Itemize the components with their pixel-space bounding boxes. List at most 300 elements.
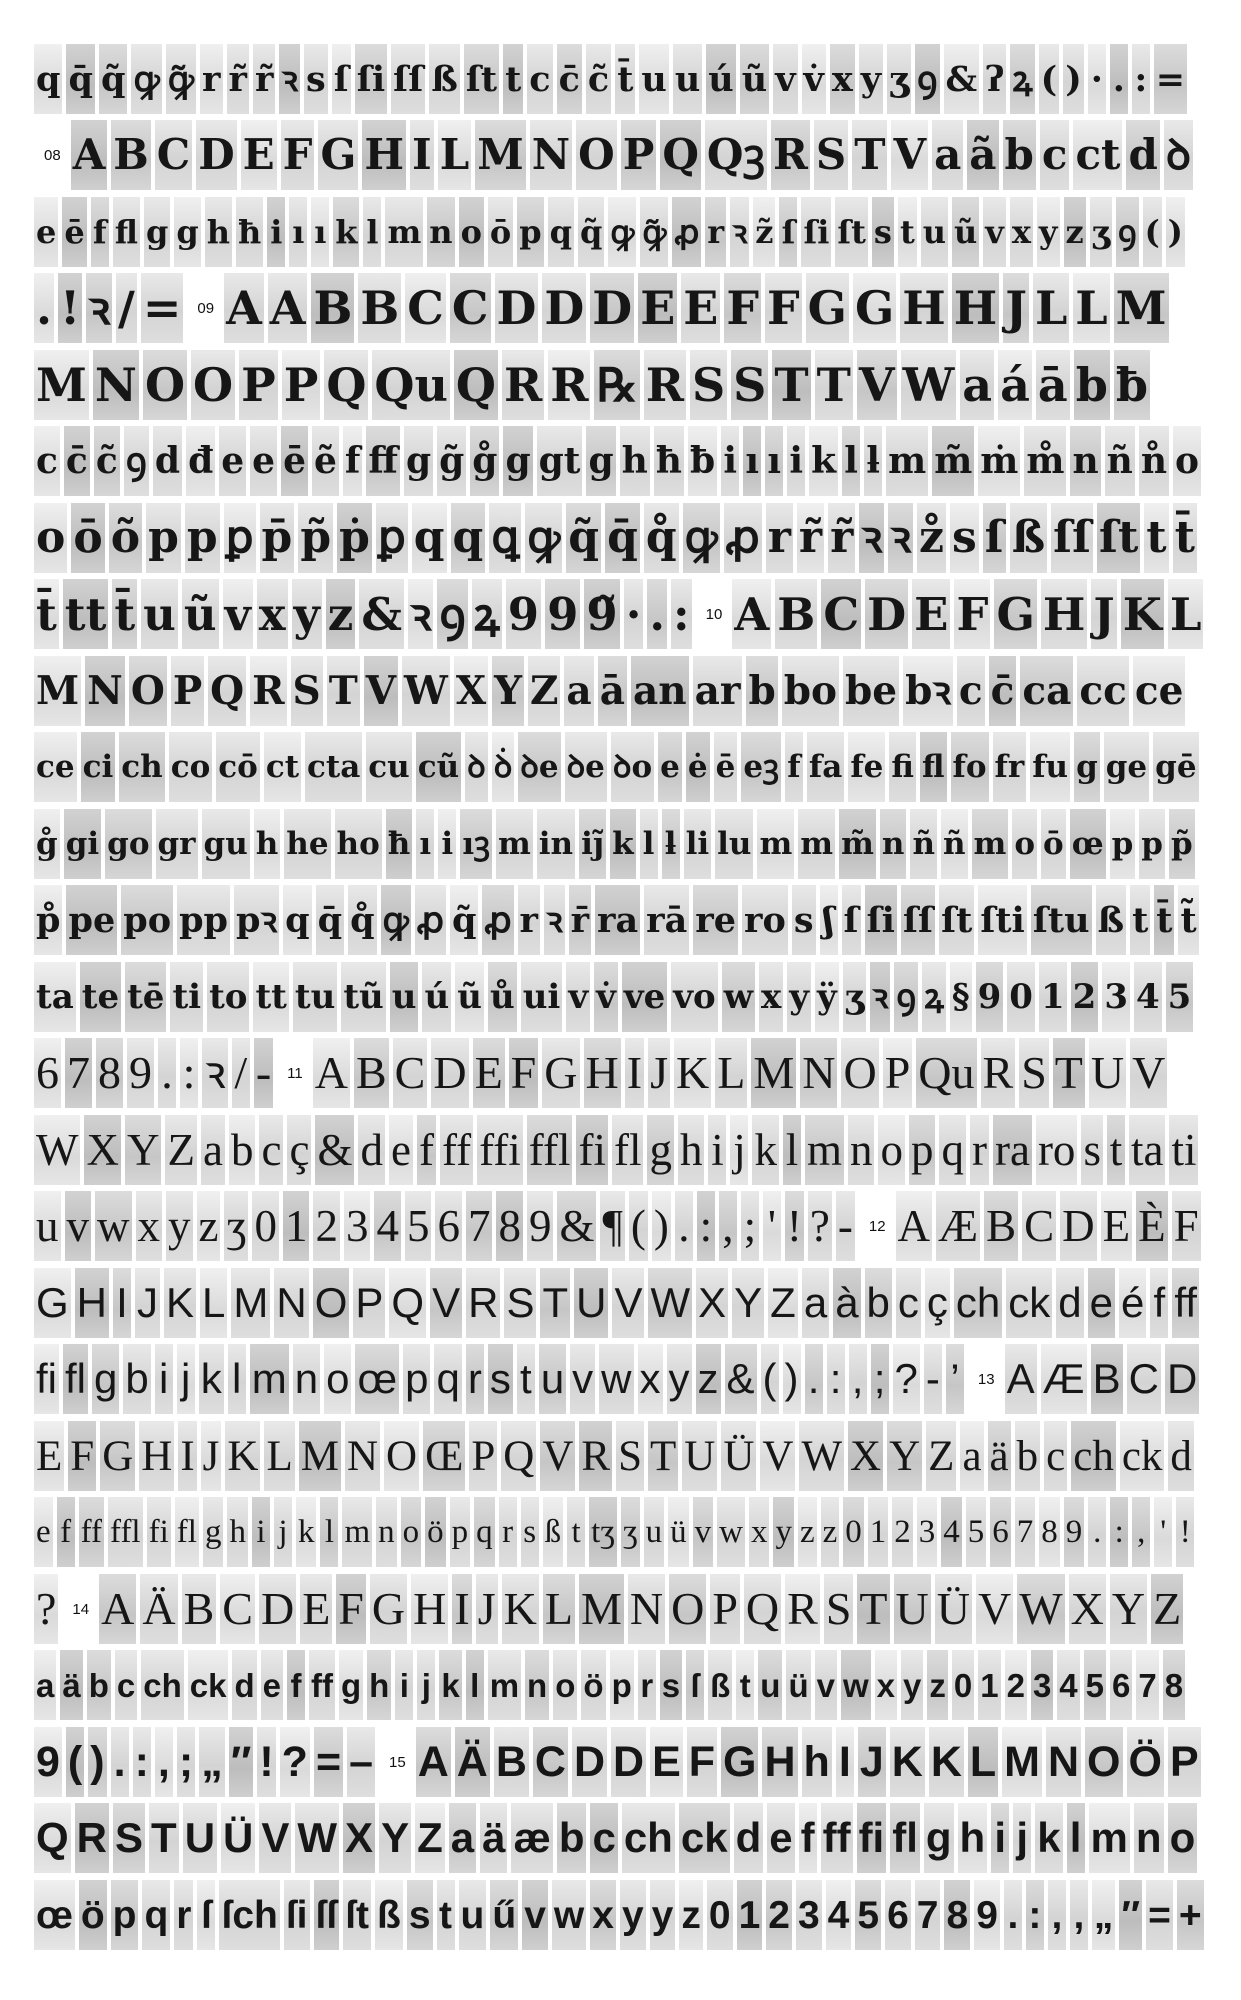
glyph-cell: M bbox=[1114, 273, 1169, 343]
glyph-cell: m̃ bbox=[932, 426, 974, 496]
glyph-cell: W bbox=[34, 1115, 80, 1185]
glyph-cell: O bbox=[384, 1421, 419, 1491]
glyph-cell: v bbox=[570, 1344, 595, 1414]
glyph-cell: 9 bbox=[545, 579, 580, 649]
glyph-cell: P bbox=[353, 1268, 385, 1338]
glyph-cell: v bbox=[983, 197, 1006, 267]
glyph-cell: fi bbox=[857, 1803, 887, 1873]
glyph-cell: u bbox=[673, 44, 702, 114]
glyph-cell: J bbox=[1003, 273, 1029, 343]
glyph-cell: ä bbox=[60, 1650, 82, 1720]
glyph-cell: f bbox=[417, 1115, 436, 1185]
glyph-cell: r bbox=[766, 503, 793, 573]
glyph-cell: z bbox=[821, 1497, 840, 1567]
glyph-cell: T bbox=[1053, 1038, 1085, 1108]
glyph-cell: b bbox=[1074, 350, 1110, 420]
glyph-cell: ' bbox=[1154, 1497, 1172, 1567]
glyph-cell: i bbox=[991, 1803, 1009, 1873]
glyph-cell: x bbox=[759, 962, 783, 1032]
glyph-cell: I bbox=[836, 1727, 854, 1797]
glyph-cell: ! bbox=[1176, 1497, 1194, 1567]
glyph-cell: z bbox=[197, 1191, 221, 1261]
specimen-line bbox=[34, 197, 1204, 267]
glyph-cell: tũ bbox=[341, 962, 385, 1032]
glyph-cell: ffl bbox=[108, 1497, 143, 1567]
glyph-cell: ꝙ bbox=[525, 503, 562, 573]
glyph-cell: , bbox=[155, 1727, 173, 1797]
glyph-cell: H bbox=[411, 1574, 448, 1644]
glyph-cell: ſch bbox=[219, 1880, 279, 1950]
glyph-cell: o bbox=[324, 1344, 351, 1414]
glyph-cell: ꝓ bbox=[724, 503, 762, 573]
glyph-cell: E bbox=[1101, 1191, 1133, 1261]
glyph-cell: q̃ bbox=[450, 885, 478, 955]
glyph-cell: ꝛ bbox=[86, 273, 112, 343]
glyph-cell: a bbox=[564, 656, 593, 726]
glyph-cell: B bbox=[311, 273, 354, 343]
glyph-cell: 0 bbox=[843, 1497, 864, 1567]
glyph-cell: é bbox=[1119, 1268, 1146, 1338]
glyph-cell: Q bbox=[324, 350, 368, 420]
glyph-cell: lu bbox=[715, 809, 753, 879]
glyph-cell: ff bbox=[309, 1650, 335, 1720]
glyph-cell: ꝺ̇ bbox=[492, 732, 515, 802]
glyph-cell: s bbox=[792, 885, 816, 955]
glyph-cell: ce bbox=[34, 732, 77, 802]
glyph-cell: p bbox=[146, 503, 181, 573]
glyph-cell: 3 bbox=[917, 1497, 938, 1567]
glyph-cell: m bbox=[488, 1650, 521, 1720]
glyph-cell: g̊ bbox=[34, 809, 60, 879]
glyph-cell: n bbox=[376, 1497, 397, 1567]
glyph-cell: R bbox=[981, 1038, 1016, 1108]
glyph-cell: q bbox=[142, 1880, 170, 1950]
glyph-cell: u bbox=[539, 1344, 566, 1414]
glyph-cell: cta bbox=[305, 732, 362, 802]
glyph-cell: t bbox=[898, 197, 917, 267]
glyph-cell: ch bbox=[1071, 1421, 1116, 1491]
specimen-line bbox=[34, 656, 1204, 726]
glyph-cell: 3 bbox=[1102, 962, 1130, 1032]
glyph-cell: 3 bbox=[1031, 1650, 1053, 1720]
glyph-cell: m bbox=[757, 809, 794, 879]
glyph-cell: tt bbox=[63, 579, 109, 649]
glyph-cell: f bbox=[91, 197, 109, 267]
glyph-cell: . bbox=[34, 273, 54, 343]
glyph-cell: t bbox=[437, 1880, 455, 1950]
glyph-cell: ũ bbox=[182, 579, 219, 649]
glyph-cell: ƚ bbox=[864, 426, 882, 496]
glyph-cell: 1 bbox=[737, 1880, 763, 1950]
glyph-cell: z bbox=[326, 579, 356, 649]
glyph-cell: 4 bbox=[941, 1497, 962, 1567]
glyph-cell: ( bbox=[1039, 44, 1060, 114]
glyph-cell: œ bbox=[355, 1344, 399, 1414]
glyph-cell: i bbox=[395, 1650, 413, 1720]
glyph-cell: v̇ bbox=[594, 962, 618, 1032]
glyph-cell: = bbox=[1146, 1880, 1173, 1950]
glyph-cell: k bbox=[610, 809, 635, 879]
glyph-cell: r bbox=[174, 1880, 193, 1950]
glyph-cell: ı bbox=[289, 197, 307, 267]
glyph-cell: fl bbox=[612, 1115, 644, 1185]
glyph-cell: K bbox=[929, 1727, 964, 1797]
glyph-cell: v bbox=[223, 579, 253, 649]
glyph-cell: p bbox=[1139, 809, 1165, 879]
glyph-cell: u bbox=[390, 962, 419, 1032]
specimen-line bbox=[34, 962, 1204, 1032]
glyph-cell: go bbox=[105, 809, 151, 879]
glyph-cell: V bbox=[540, 1421, 575, 1491]
glyph-cell: K bbox=[890, 1727, 925, 1797]
glyph-cell: 9 bbox=[127, 1038, 154, 1108]
glyph-cell: 4 bbox=[374, 1191, 401, 1261]
glyph-cell: c bbox=[1044, 1421, 1067, 1491]
glyph-cell: b bbox=[746, 656, 777, 726]
glyph-cell: - bbox=[924, 1344, 942, 1414]
glyph-cell: I bbox=[625, 1038, 644, 1108]
glyph-cell: 6 bbox=[34, 1038, 61, 1108]
glyph-cell: i bbox=[721, 426, 739, 496]
glyph-cell: ge bbox=[1104, 732, 1149, 802]
glyph-cell: K bbox=[502, 1574, 539, 1644]
glyph-cell: fl bbox=[113, 197, 140, 267]
glyph-cell: l bbox=[320, 1497, 338, 1567]
glyph-cell: c bbox=[957, 656, 985, 726]
glyph-cell: y bbox=[859, 44, 883, 114]
glyph-cell: gu bbox=[202, 809, 250, 879]
glyph-cell: t bbox=[567, 1497, 585, 1567]
glyph-cell: k bbox=[809, 426, 838, 496]
glyph-cell: q bbox=[283, 885, 311, 955]
specimen-line bbox=[34, 1115, 1204, 1185]
glyph-cell: r̄ bbox=[569, 885, 591, 955]
glyph-cell: E bbox=[912, 579, 950, 649]
glyph-cell: 9 bbox=[34, 1727, 62, 1797]
glyph-cell: ē bbox=[281, 426, 308, 496]
glyph-cell: t bbox=[736, 1650, 754, 1720]
glyph-cell: x bbox=[749, 1497, 770, 1567]
glyph-cell: q̃ bbox=[578, 197, 604, 267]
glyph-cell: n bbox=[1070, 426, 1100, 496]
glyph-cell: g bbox=[339, 1650, 363, 1720]
glyph-cell: o bbox=[553, 1650, 577, 1720]
glyph-cell: m̊ bbox=[1024, 426, 1066, 496]
glyph-cell: m bbox=[805, 1115, 844, 1185]
glyph-cell: O bbox=[576, 120, 617, 190]
glyph-cell: fu bbox=[1030, 732, 1070, 802]
glyph-cell: . bbox=[675, 1191, 693, 1261]
specimen-line bbox=[34, 1038, 1204, 1108]
glyph-cell: j bbox=[274, 1497, 292, 1567]
glyph-cell: s bbox=[488, 1344, 513, 1414]
glyph-cell: ů bbox=[488, 962, 517, 1032]
specimen-number: 15 bbox=[379, 1727, 412, 1797]
glyph-cell: v bbox=[773, 44, 797, 114]
glyph-cell: 9̃ bbox=[584, 579, 619, 649]
glyph-cell: bo bbox=[782, 656, 839, 726]
glyph-cell: „ bbox=[199, 1727, 225, 1797]
glyph-cell: P bbox=[282, 350, 321, 420]
glyph-cell: t bbox=[1130, 885, 1150, 955]
glyph-cell: M bbox=[299, 1421, 341, 1491]
glyph-cell: l bbox=[640, 809, 658, 879]
glyph-cell: H bbox=[362, 120, 406, 190]
glyph-cell: 2 bbox=[892, 1497, 913, 1567]
glyph-cell: q̊ bbox=[644, 503, 679, 573]
glyph-cell: n bbox=[1134, 1803, 1164, 1873]
glyph-cell: ꝛ bbox=[730, 197, 749, 267]
glyph-cell: e bbox=[250, 426, 277, 496]
glyph-cell: . bbox=[1004, 1880, 1022, 1950]
glyph-cell: 0 bbox=[252, 1191, 279, 1261]
glyph-cell: 4 bbox=[1057, 1650, 1079, 1720]
glyph-cell: f bbox=[287, 1650, 305, 1720]
glyph-cell: ff bbox=[440, 1115, 473, 1185]
glyph-cell: P bbox=[883, 1038, 913, 1108]
glyph-cell: Z bbox=[926, 1421, 956, 1491]
glyph-cell: N bbox=[628, 1574, 665, 1644]
specimen-line bbox=[34, 273, 1204, 343]
glyph-cell: D bbox=[196, 120, 236, 190]
glyph-cell: in bbox=[537, 809, 575, 879]
glyph-cell: cu bbox=[366, 732, 411, 802]
glyph-cell: k bbox=[296, 1497, 317, 1567]
glyph-cell: ı bbox=[416, 809, 434, 879]
glyph-cell: V bbox=[364, 656, 398, 726]
glyph-cell: eꝫ bbox=[741, 732, 781, 802]
glyph-cell: R bbox=[75, 1803, 109, 1873]
glyph-cell: I bbox=[410, 120, 434, 190]
glyph-cell: 8 bbox=[1039, 1497, 1060, 1567]
glyph-cell: O bbox=[129, 656, 167, 726]
glyph-cell: ſtu bbox=[1031, 885, 1092, 955]
glyph-cell: k bbox=[752, 1115, 779, 1185]
glyph-cell: V bbox=[891, 120, 928, 190]
glyph-cell: t̄ bbox=[34, 579, 59, 649]
glyph-cell: s bbox=[950, 503, 979, 573]
glyph-cell: D bbox=[572, 1727, 607, 1797]
glyph-cell: te bbox=[80, 962, 121, 1032]
glyph-cell: p̃ bbox=[298, 503, 333, 573]
glyph-cell: w bbox=[599, 1344, 633, 1414]
glyph-cell: S bbox=[1019, 1038, 1049, 1108]
glyph-cell: t̄ bbox=[112, 579, 137, 649]
glyph-cell: R bbox=[644, 350, 686, 420]
glyph-cell: r bbox=[200, 44, 222, 114]
glyph-cell: 2 bbox=[766, 1880, 792, 1950]
glyph-cell: & bbox=[315, 1115, 354, 1185]
glyph-cell: ã bbox=[967, 120, 998, 190]
glyph-cell: ñ bbox=[1105, 426, 1135, 496]
glyph-cell: o bbox=[878, 1115, 905, 1185]
glyph-cell: ũ bbox=[455, 962, 484, 1032]
glyph-cell: c bbox=[115, 1650, 137, 1720]
glyph-cell: m bbox=[798, 809, 835, 879]
glyph-cell: ſ bbox=[842, 885, 861, 955]
glyph-cell: ct bbox=[264, 732, 301, 802]
glyph-cell: N bbox=[530, 120, 572, 190]
glyph-cell: G bbox=[853, 273, 896, 343]
glyph-cell: ſſ bbox=[1051, 503, 1093, 573]
glyph-cell: à bbox=[833, 1268, 860, 1338]
glyph-cell: H bbox=[75, 1268, 109, 1338]
specimen-line bbox=[34, 1803, 1204, 1873]
glyph-cell: be bbox=[843, 656, 899, 726]
glyph-cell: , bbox=[1070, 1880, 1088, 1950]
glyph-cell: 8 bbox=[944, 1880, 970, 1950]
glyph-cell: k bbox=[333, 197, 359, 267]
glyph-cell: ꝛ bbox=[202, 1038, 228, 1108]
glyph-cell: L bbox=[264, 1421, 294, 1491]
glyph-cell: J bbox=[858, 1727, 886, 1797]
glyph-cell: ꝙ bbox=[683, 503, 720, 573]
glyph-cell: : bbox=[1026, 1880, 1044, 1950]
glyph-cell: 5 bbox=[1084, 1650, 1106, 1720]
glyph-cell: T bbox=[815, 350, 853, 420]
glyph-cell: s bbox=[521, 1497, 539, 1567]
glyph-cell: ñ bbox=[910, 809, 937, 879]
glyph-cell: ꝺ bbox=[465, 732, 488, 802]
glyph-cell: Ü bbox=[721, 1421, 756, 1491]
glyph-cell: c bbox=[34, 426, 60, 496]
glyph-cell: ꝙ bbox=[381, 885, 411, 955]
glyph-cell: G bbox=[994, 579, 1036, 649]
glyph-cell: g bbox=[1074, 732, 1100, 802]
glyph-cell: h bbox=[620, 426, 650, 496]
glyph-cell: n̊ bbox=[1139, 426, 1169, 496]
glyph-cell: r bbox=[638, 1650, 656, 1720]
specimen-line bbox=[34, 1497, 1204, 1567]
glyph-cell: 0 bbox=[707, 1880, 733, 1950]
glyph-cell: pp bbox=[177, 885, 230, 955]
glyph-cell: & bbox=[557, 1191, 596, 1261]
glyph-cell: : bbox=[697, 1191, 715, 1261]
glyph-cell: a bbox=[34, 1650, 56, 1720]
glyph-cell: c bbox=[896, 1268, 921, 1338]
glyph-cell: ffi bbox=[477, 1115, 523, 1185]
glyph-cell: ſt bbox=[464, 44, 499, 114]
glyph-cell: y bbox=[650, 1880, 676, 1950]
glyph-cell: cc bbox=[1077, 656, 1129, 726]
glyph-cell: ti bbox=[1169, 1115, 1198, 1185]
glyph-cell: e bbox=[261, 1650, 283, 1720]
glyph-cell: 3 bbox=[344, 1191, 371, 1261]
glyph-cell: ſti bbox=[978, 885, 1027, 955]
glyph-cell: . bbox=[647, 579, 667, 649]
glyph-cell: s bbox=[872, 197, 894, 267]
glyph-cell: : bbox=[1110, 1497, 1128, 1567]
glyph-cell: m bbox=[250, 1344, 289, 1414]
glyph-cell: y bbox=[1037, 197, 1060, 267]
glyph-cell: ç bbox=[925, 1268, 950, 1338]
glyph-cell: p bbox=[610, 1650, 634, 1720]
glyph-cell: - bbox=[254, 1038, 273, 1108]
glyph-cell: q bbox=[412, 503, 447, 573]
glyph-cell: – bbox=[347, 1727, 375, 1797]
glyph-cell: O bbox=[191, 350, 235, 420]
glyph-cell: o bbox=[1012, 809, 1037, 879]
glyph-cell: L bbox=[200, 1268, 227, 1338]
glyph-cell: c̃ bbox=[586, 44, 611, 114]
glyph-cell: G bbox=[318, 120, 358, 190]
glyph-cell: e bbox=[658, 732, 682, 802]
glyph-cell: fl bbox=[890, 1803, 920, 1873]
glyph-cell: O bbox=[1085, 1727, 1122, 1797]
glyph-cell: P bbox=[710, 1574, 740, 1644]
glyph-cell: ṁ bbox=[978, 426, 1020, 496]
glyph-cell: y bbox=[901, 1650, 923, 1720]
glyph-cell: , bbox=[849, 1344, 867, 1414]
glyph-cell: = bbox=[141, 273, 184, 343]
glyph-cell: y bbox=[292, 579, 322, 649]
glyph-cell: k bbox=[439, 1650, 461, 1720]
glyph-cell: ħ bbox=[654, 426, 684, 496]
glyph-cell: A bbox=[1005, 1344, 1037, 1414]
glyph-cell: W bbox=[799, 1421, 844, 1491]
glyph-cell: ō bbox=[488, 197, 513, 267]
glyph-cell: s bbox=[304, 44, 328, 114]
glyph-cell: ' bbox=[763, 1191, 781, 1261]
glyph-cell: g bbox=[174, 197, 200, 267]
glyph-cell: S bbox=[731, 350, 768, 420]
glyph-cell: 1 bbox=[978, 1650, 1000, 1720]
glyph-cell: I bbox=[178, 1421, 196, 1491]
glyph-cell: ṗ bbox=[337, 503, 372, 573]
glyph-cell: w bbox=[841, 1650, 871, 1720]
glyph-cell: Z bbox=[415, 1803, 445, 1873]
glyph-cell: f bbox=[343, 426, 363, 496]
glyph-cell: j bbox=[730, 1115, 748, 1185]
glyph-cell: V bbox=[760, 1421, 795, 1491]
glyph-cell: ſi bbox=[801, 197, 831, 267]
glyph-cell: ce bbox=[1133, 656, 1186, 726]
glyph-cell: i bbox=[252, 1497, 270, 1567]
glyph-cell: V bbox=[1130, 1038, 1167, 1108]
glyph-cell: i bbox=[787, 426, 805, 496]
glyph-cell: ü bbox=[668, 1497, 689, 1567]
glyph-cell: Æ bbox=[1041, 1344, 1087, 1414]
glyph-cell: he bbox=[284, 809, 330, 879]
glyph-cell: ö bbox=[581, 1650, 605, 1720]
glyph-cell: Z bbox=[528, 656, 560, 726]
glyph-cell: H bbox=[952, 273, 999, 343]
glyph-cell: i bbox=[155, 1344, 173, 1414]
glyph-cell: M bbox=[751, 1038, 796, 1108]
glyph-cell: y bbox=[773, 1497, 794, 1567]
glyph-cell: W bbox=[295, 1803, 339, 1873]
glyph-cell: y bbox=[166, 1191, 193, 1261]
glyph-cell: P bbox=[239, 350, 278, 420]
glyph-cell: P bbox=[621, 120, 657, 190]
glyph-cell: B bbox=[984, 1191, 1018, 1261]
glyph-cell: ’ bbox=[946, 1344, 964, 1414]
glyph-cell: Q bbox=[660, 120, 701, 190]
glyph-cell: ƀ bbox=[1114, 350, 1150, 420]
glyph-cell: . bbox=[805, 1344, 823, 1414]
glyph-cell: ũ bbox=[740, 44, 769, 114]
glyph-cell: z bbox=[927, 1650, 948, 1720]
glyph-cell: d bbox=[1056, 1268, 1083, 1338]
glyph-cell: ꝺe bbox=[518, 732, 560, 802]
glyph-cell: ſi bbox=[284, 1880, 310, 1950]
glyph-cell: B bbox=[494, 1727, 529, 1797]
glyph-cell: : bbox=[1132, 44, 1150, 114]
glyph-cell: ? bbox=[808, 1191, 832, 1261]
glyph-cell: ä bbox=[988, 1421, 1011, 1491]
glyph-cell: Ä bbox=[140, 1574, 177, 1644]
glyph-cell: N bbox=[93, 350, 139, 420]
